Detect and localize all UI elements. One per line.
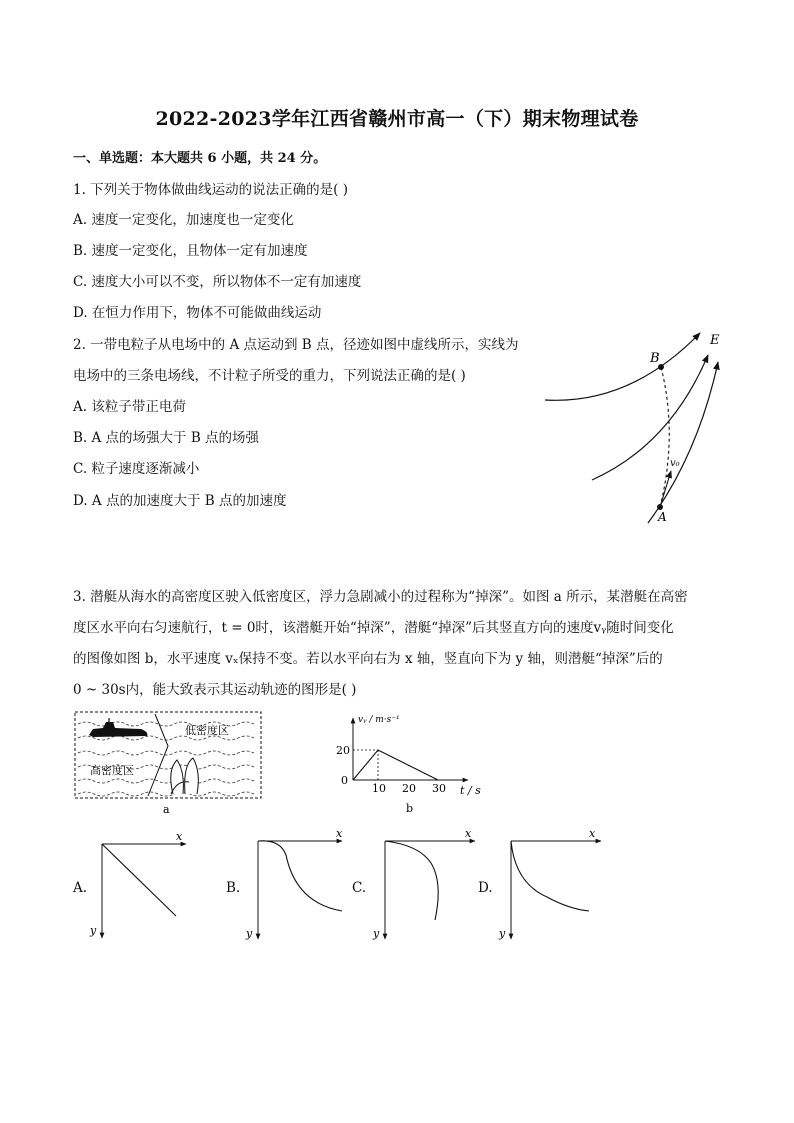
figure-a-caption: a (163, 803, 170, 816)
svg-text:x: x (589, 827, 596, 840)
svg-text:y: y (246, 927, 253, 940)
t-tick-20: 20 (402, 782, 416, 795)
svg-text:x: x (336, 827, 343, 840)
figure-b-caption: b (406, 802, 414, 815)
t-tick-30: 30 (432, 782, 446, 795)
field-line-1 (545, 333, 700, 400)
trajectory-d (511, 841, 589, 911)
high-density-label: 高密度区 (90, 764, 134, 777)
electric-field-figure (540, 325, 740, 530)
q3-line2: 度区水平向右匀速航行，t = 0时，该潜艇开始“掉深”，潜艇“掉深”后其竖直方向的速度vᵧ随时间变化 (73, 620, 674, 636)
label-v0: v₀ (670, 458, 680, 469)
q3-choice-c-graph[interactable] (371, 825, 481, 945)
density-boundary (148, 714, 168, 796)
label-b: B (650, 351, 660, 366)
label-a: A (658, 510, 667, 524)
svg-text:y: y (373, 927, 380, 940)
trajectory-b (258, 841, 342, 911)
field-line-3 (648, 362, 718, 523)
t-tick-10: 10 (372, 782, 386, 795)
q3-line4: 0 ~ 30s内，能大致表示其运动轨迹的图形是( ) (73, 682, 357, 698)
q2-stem-line1: 2. 一带电粒子从电场中的 A 点运动到 B 点，径迹如图中虚线所示，实线为 (73, 337, 519, 353)
svg-text:x: x (176, 830, 183, 843)
q3-choice-c-label[interactable]: C. (352, 880, 367, 896)
q1-option-c[interactable]: C. 速度大小可以不变，所以物体不一定有加速度 (73, 274, 362, 290)
q1-stem: 1. 下列关于物体做曲线运动的说法正确的是( ) (73, 182, 348, 198)
q2-option-b[interactable]: B. A 点的场强大于 B 点的场强 (73, 430, 260, 446)
q3-choice-a-label[interactable]: A. (73, 880, 88, 896)
q3-choice-b-graph[interactable] (244, 825, 349, 945)
svg-text:y: y (499, 927, 506, 940)
low-density-label: 低密度区 (185, 724, 229, 737)
vy-curve (353, 750, 438, 780)
q2-option-c[interactable]: C. 粒子速度逐渐减小 (73, 461, 200, 477)
origin-label: 0 (341, 774, 348, 787)
t-axis-label: t / s (460, 784, 481, 797)
submarine-icon (89, 718, 147, 737)
q2-stem-line2: 电场中的三条电场线，不计粒子所受的重力，下列说法正确的是( ) (73, 368, 466, 384)
page-title: 2022-2023学年江西省赣州市高一（下）期末物理试卷 (155, 108, 639, 130)
figure-a-submarine (73, 710, 268, 822)
velocity-arrow (660, 471, 671, 507)
vy-axis-label: vᵧ / m·s⁻¹ (358, 715, 400, 725)
particle-path (660, 367, 669, 507)
vy-tick-20: 20 (336, 744, 350, 757)
section-header: 一、单选题：本大题共 6 小题，共 24 分。 (73, 151, 327, 166)
svg-text:y: y (90, 924, 97, 937)
q3-choice-d-graph[interactable] (497, 825, 607, 945)
q2-option-d[interactable]: D. A 点的加速度大于 B 点的加速度 (73, 493, 287, 509)
svg-text:x: x (465, 827, 472, 840)
q3-choice-a-graph[interactable] (88, 828, 193, 943)
q3-choice-d-label[interactable]: D. (478, 880, 493, 896)
q2-option-a[interactable]: A. 该粒子带正电荷 (73, 399, 186, 415)
q1-option-a[interactable]: A. 速度一定变化，加速度也一定变化 (73, 212, 294, 228)
q1-option-d[interactable]: D. 在恒力作用下，物体不可能做曲线运动 (73, 305, 322, 321)
q3-line1: 3. 潜艇从海水的高密度区驶入低密度区，浮力急剧减小的过程称为“掉深”。如图 a 所示，某潜艇在高密 (73, 589, 688, 605)
trajectory-c (385, 841, 438, 920)
trajectory-a (102, 844, 176, 916)
figure-b-vy-graph (328, 708, 488, 820)
q3-choice-b-label[interactable]: B. (226, 880, 241, 896)
bubble-plume (171, 758, 199, 794)
label-e: E (710, 333, 720, 348)
q1-option-b[interactable]: B. 速度一定变化，且物体一定有加速度 (73, 243, 308, 259)
q3-line3: 的图像如图 b，水平速度 vₓ保持不变。若以水平向右为 x 轴，竖直向下为 y 轴，则潜艇“掉深”后的 (73, 651, 663, 667)
